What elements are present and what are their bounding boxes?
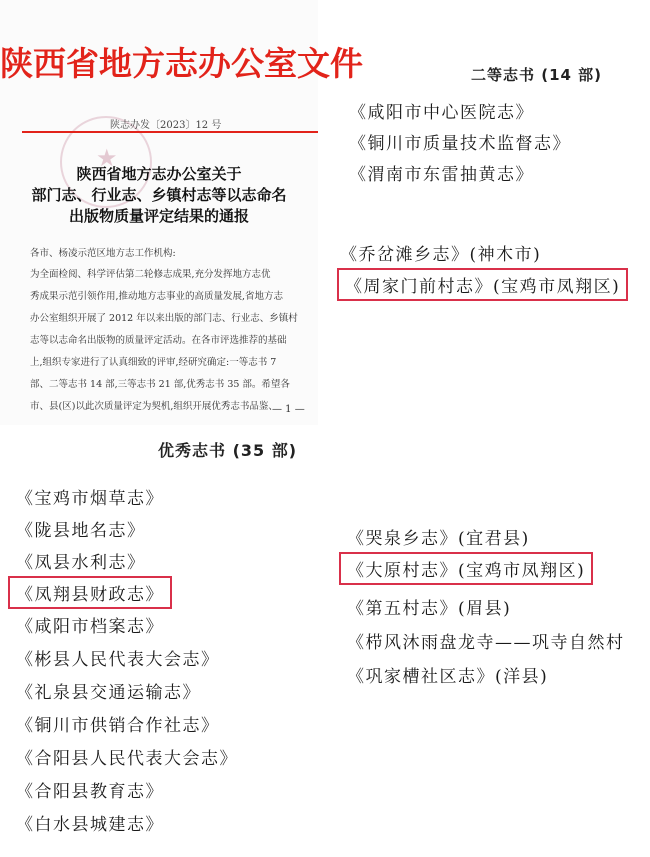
list-item: 《乔岔滩乡志》(神木市) — [340, 245, 542, 265]
document-body-line: 市、县(区)以此次质量评定为契机,组织开展优秀志书品鉴、 — [30, 401, 278, 412]
list-item: 《白水县城建志》 — [16, 815, 164, 835]
list-item: 《凤县水利志》 — [16, 553, 146, 573]
list-item: 《栉风沐雨盘龙寺——巩寺自然村 — [347, 633, 625, 653]
seal-star-icon: ★ — [96, 144, 118, 172]
list-item: 《礼泉县交通运输志》 — [16, 683, 201, 703]
header-divider — [22, 131, 318, 133]
document-title-line: 部门志、行业志、乡镇村志等以志命名 — [31, 186, 287, 204]
highlighted-list-item: 《凤翔县财政志》 — [8, 576, 172, 609]
list-item: 《宝鸡市烟草志》 — [16, 489, 164, 509]
list-item: 《咸阳市档案志》 — [16, 617, 164, 637]
document-title-line: 出版物质量评定结果的通报 — [68, 207, 249, 225]
list-item: 《咸阳市中心医院志》 — [349, 103, 534, 123]
list-item: 《渭南市东雷抽黄志》 — [349, 165, 534, 185]
page-number: — 1 — — [272, 404, 305, 415]
document-body-line: 为全面检阅、科学评估第二轮修志成果,充分发挥地方志优 — [30, 269, 271, 280]
document-body-line: 办公室组织开展了 2012 年以来出版的部门志、行业志、乡镇村 — [30, 313, 298, 324]
list-item: 《第五村志》(眉县) — [347, 599, 512, 619]
list-item: 《铜川市质量技术监督志》 — [349, 134, 571, 154]
document-title-line: 陕西省地方志办公室关于 — [76, 165, 242, 183]
document-body-line: 各市、杨凌示范区地方志工作机构: — [30, 248, 176, 259]
document-body-line: 志等以志命名出版物的质量评定活动。在各市评选推荐的基础 — [30, 335, 287, 346]
document-number: 陕志办发〔2023〕12 号 — [110, 120, 222, 131]
official-document — [0, 0, 363, 425]
list-item: 《哭泉乡志》(宜君县) — [347, 529, 530, 549]
list-item: 《陇县地名志》 — [16, 521, 146, 541]
document-header: 陕西省地方志办公室文件 — [0, 44, 363, 83]
document-body-line: 部、二等志书 14 部,三等志书 21 部,优秀志书 35 部。希望各 — [30, 379, 290, 390]
list-item: 《合阳县人民代表大会志》 — [16, 749, 238, 769]
excellent-heading: 优秀志书 (35 部) — [158, 441, 298, 460]
highlighted-list-item: 《大原村志》(宝鸡市凤翔区) — [339, 552, 593, 585]
highlighted-list-item: 《周家门前村志》(宝鸡市凤翔区) — [337, 268, 628, 301]
document-body-line: 上,组织专家进行了认真细致的评审,经研究确定:一等志书 7 — [30, 357, 277, 368]
list-item: 《合阳县教育志》 — [16, 782, 164, 802]
list-item: 《铜川市供销合作社志》 — [16, 716, 220, 736]
second-class-heading: 二等志书 (14 部) — [471, 66, 603, 84]
document-body-line: 秀成果示范引领作用,推动地方志事业的高质量发展,省地方志 — [30, 291, 284, 302]
list-item: 《彬县人民代表大会志》 — [16, 650, 220, 670]
list-item: 《巩家槽社区志》(洋县) — [347, 667, 549, 687]
